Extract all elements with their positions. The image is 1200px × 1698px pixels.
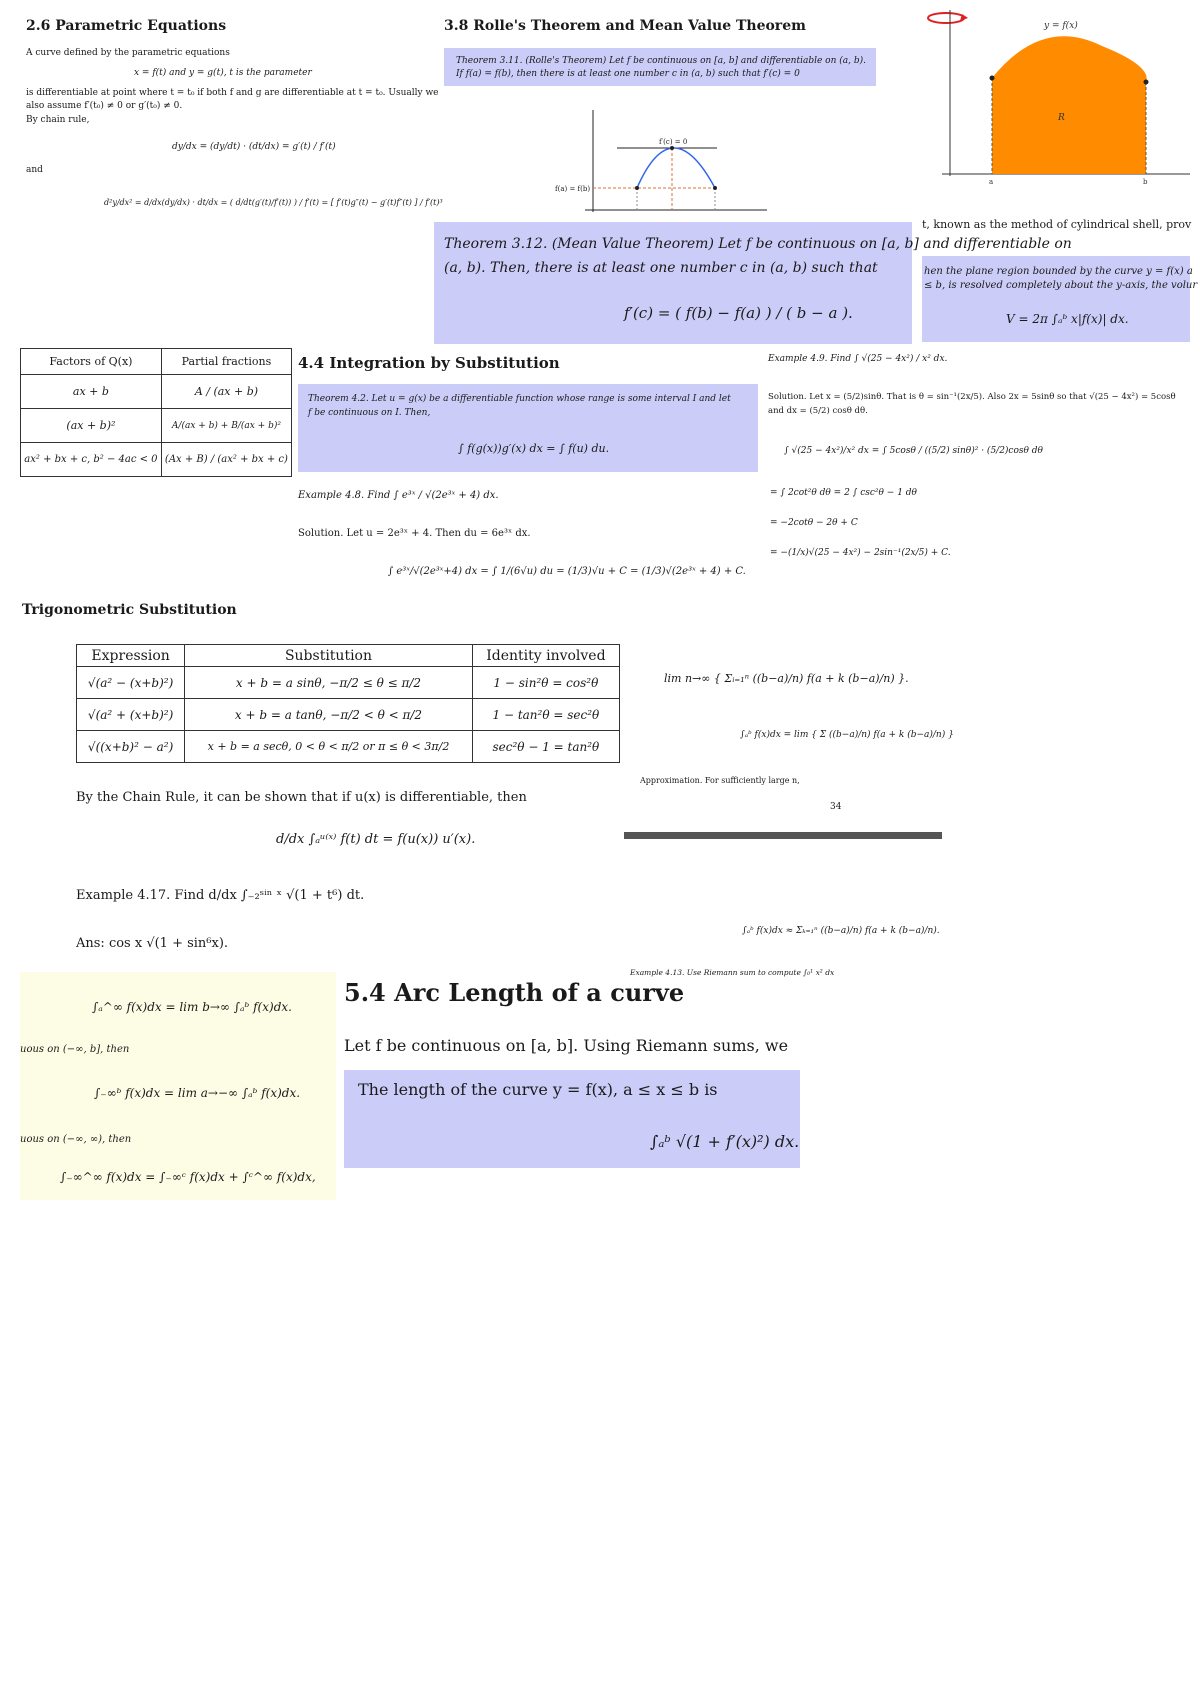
example-4-17: Example 4.17. Find d/dx ∫₋₂ˢⁱⁿ ˣ √(1 + t⁶) dt. (76, 888, 365, 903)
rolle-theorem-text: Theorem 3.11. (Rolle's Theorem) Let f be continuous on [a, b] and differentiable on (a, b). If f(a) = f(b), then there is at least one number c in (a, b) such that f′(c) = 0 (456, 56, 866, 79)
pf-cell: A/(ax + b) + B/(ax + b)² (161, 409, 291, 443)
trig-cell: √(a² − (x+b)²) (77, 667, 185, 699)
shell-volume-formula: V = 2π ∫ₐᵇ x|f(x)| dx. (1006, 312, 1129, 326)
solution-4-9-line-2: and dx = (5/2) cosθ dθ. (768, 406, 868, 416)
shell-graph (922, 6, 1192, 186)
pf-cell: (ax + b)² (21, 409, 162, 443)
solution-4-9-step-1: ∫ √(25 − 4x²)/x² dx = ∫ 5cosθ / ((5/2) sinθ)² · (5/2)cosθ dθ (784, 446, 1043, 456)
divider-bar (624, 832, 942, 839)
trig-cell: 1 − tan²θ = sec²θ (472, 699, 619, 731)
shell-curve-label: y = f(x) (1044, 21, 1078, 31)
partial-fractions-table (20, 348, 292, 477)
substitution-theorem-box (298, 384, 758, 472)
section-heading-parametric: 2.6 Parametric Equations (26, 18, 227, 34)
chain-rule-text: By chain rule, (26, 115, 90, 125)
trig-header-expression: Expression (77, 645, 185, 667)
pf-cell: (Ax + B) / (ax² + bx + c) (161, 443, 291, 477)
table-row (77, 667, 620, 699)
and-text: and (26, 165, 43, 175)
substitution-formula: ∫ f(g(x))g′(x) dx = ∫ f(u) du. (458, 442, 610, 455)
differentiable-line-2: also assume f′(t₀) ≠ 0 or g′(t₀) ≠ 0. (26, 101, 183, 111)
table-row (77, 699, 620, 731)
riemann-approx-formula: ∫ₐᵇ f(x)dx ≈ Σₖ₌₁ⁿ ((b−a)/n) f(a + k (b−a)/n). (742, 926, 940, 936)
improper-formula-3: ∫₋∞^∞ f(x)dx = ∫₋∞ᶜ f(x)dx + ∫ᶜ^∞ f(x)dx, (60, 1170, 316, 1184)
parametric-equations: x = f(t) and y = g(t), t is the parameter (134, 68, 312, 78)
example-4-17-answer: Ans: cos x √(1 + sin⁶x). (76, 936, 229, 951)
table-row (21, 443, 292, 477)
shell-tick-b: b (1143, 178, 1148, 186)
improper-integrals-panel (20, 972, 336, 1200)
second-derivative-formula: d²y/dx² = d/dx(dy/dx) · dt/dx = ( d/dt(g′(t)/f′(t)) ) / f′(t) = [ f′(t)g″(t) − g′(t)f″(t) ] / f′(t)³ (104, 198, 443, 207)
arc-length-box (344, 1070, 800, 1168)
section-heading-arc-length: 5.4 Arc Length of a curve (344, 978, 685, 1007)
solution-4-9-step-3: = −2cotθ − 2θ + C (770, 518, 858, 528)
parametric-intro: A curve defined by the parametric equations (26, 48, 230, 58)
arc-length-box-text: The length of the curve y = f(x), a ≤ x ≤ b is (358, 1080, 718, 1099)
solution-4-9-step-4: = −(1/x)√(25 − 4x²) − 2sin⁻¹(2x/5) + C. (770, 548, 951, 558)
trig-cell: 1 − sin²θ = cos²θ (472, 667, 619, 699)
approximation-text: Approximation. For sufficiently large n, (640, 776, 800, 785)
page-number: 34 (830, 802, 842, 812)
improper-text-2: uous on (−∞, ∞), then (20, 1134, 132, 1145)
solution-4-9-step-2: = ∫ 2cot²θ dθ = 2 ∫ csc²θ − 1 dθ (770, 488, 917, 498)
first-derivative-formula: dy/dx = (dy/dt) · (dt/dx) = g′(t) / f′(t) (172, 142, 336, 152)
section-heading-substitution: 4.4 Integration by Substitution (298, 354, 560, 372)
pf-header-factors: Factors of Q(x) (21, 349, 162, 375)
shell-box-line-1: hen the plane region bounded by the curve y = f(x) a (924, 266, 1193, 277)
shell-region (992, 36, 1147, 174)
shell-method-text: t, known as the method of cylindrical shell, prov (922, 218, 1192, 231)
solution-4-9-line-1: Solution. Let x = (5/2)sinθ. That is θ = sin⁻¹(2x/5). Also 2x = 5sinθ so that √(25 − 4x²) = 5cosθ (768, 392, 1176, 402)
riemann-integral: ∫ₐᵇ f(x)dx = lim { Σ ((b−a)/n) f(a + k (b−a)/n) } (740, 730, 954, 740)
solution-4-8-formula: ∫ e³ˣ/√(2e³ˣ+4) dx = ∫ 1/(6√u) du = (1/3)√u + C = (1/3)√(2e³ˣ + 4) + C. (388, 566, 746, 577)
improper-formula-2: ∫₋∞ᵇ f(x)dx = lim a→−∞ ∫ₐᵇ f(x)dx. (94, 1086, 301, 1100)
trig-cell: sec²θ − 1 = tan²θ (472, 731, 619, 763)
pf-header-fractions: Partial fractions (161, 349, 291, 375)
improper-text-1: uous on (−∞, b], then (20, 1044, 130, 1055)
rolle-graph (555, 100, 775, 220)
substitution-theorem-line-2: f be continuous on I. Then, (308, 408, 431, 418)
shell-box-line-2: ≤ b, is resolved completely about the y-axis, the volur (924, 280, 1198, 291)
solution-4-8: Solution. Let u = 2e³ˣ + 4. Then du = 6e³ˣ dx. (298, 528, 531, 539)
riemann-limit: lim n→∞ { Σᵢ₌₁ⁿ ((b−a)/n) f(a + k (b−a)/n) }. (664, 672, 909, 685)
pf-cell: ax + b (21, 375, 162, 409)
trig-header-identity: Identity involved (472, 645, 619, 667)
table-row (77, 731, 620, 763)
example-4-13: Example 4.13. Use Riemann sum to compute ∫₀¹ x² dx (630, 968, 835, 977)
improper-formula-1: ∫ₐ^∞ f(x)dx = lim b→∞ ∫ₐᵇ f(x)dx. (92, 1000, 292, 1014)
pf-cell: A / (ax + b) (161, 375, 291, 409)
arc-length-formula: ∫ₐᵇ √(1 + f′(x)²) dx. (650, 1132, 800, 1151)
rolle-fc-label: f′(c) = 0 (659, 138, 688, 146)
rolle-fa-label: f(a) = f(b) (555, 185, 591, 193)
differentiable-line-1: is differentiable at point where t = t₀ if both f and g are differentiable at t = t₀. Usually we (26, 88, 439, 98)
pf-cell: ax² + bx + c, b² − 4ac < 0 (21, 443, 162, 477)
section-heading-rolle: 3.8 Rolle's Theorem and Mean Value Theorem (444, 18, 806, 34)
trig-substitution-table (76, 644, 620, 763)
arc-length-intro: Let f be continuous on [a, b]. Using Riemann sums, we (344, 1036, 789, 1055)
trig-cell: x + b = a secθ, 0 < θ < π/2 or π ≤ θ < 3π/2 (185, 731, 473, 763)
chain-rule-ftc-text: By the Chain Rule, it can be shown that if u(x) is differentiable, then (76, 790, 527, 805)
trig-cell: √((x+b)² − a²) (77, 731, 185, 763)
mvt-line-2: (a, b). Then, there is at least one number c in (a, b) such that (444, 260, 878, 276)
mvt-line-1: Theorem 3.12. (Mean Value Theorem) Let f be continuous on [a, b] and differentiable on (444, 236, 1072, 252)
table-row (21, 409, 292, 443)
trig-header-substitution: Substitution (185, 645, 473, 667)
trig-cell: x + b = a sinθ, −π/2 ≤ θ ≤ π/2 (185, 667, 473, 699)
shell-region-label: R (1058, 113, 1065, 123)
example-4-9: Example 4.9. Find ∫ √(25 − 4x²) / x² dx. (768, 354, 948, 364)
example-4-8: Example 4.8. Find ∫ e³ˣ / √(2e³ˣ + 4) dx. (298, 490, 499, 501)
mvt-formula: f′(c) = ( f(b) − f(a) ) / ( b − a ). (624, 304, 853, 322)
shell-tick-a: a (989, 178, 994, 186)
shell-volume-box (922, 256, 1198, 342)
substitution-theorem-line-1: Theorem 4.2. Let u = g(x) be a differentiable function whose range is some interval I and let (308, 394, 731, 404)
rolle-theorem-box (444, 48, 876, 86)
trig-cell: x + b = a tanθ, −π/2 < θ < π/2 (185, 699, 473, 731)
ftc-formula: d/dx ∫ₐᵘ⁽ˣ⁾ f(t) dt = f(u(x)) u′(x). (276, 832, 476, 847)
table-row (21, 375, 292, 409)
section-heading-trig: Trigonometric Substitution (22, 602, 237, 618)
trig-cell: √(a² + (x+b)²) (77, 699, 185, 731)
